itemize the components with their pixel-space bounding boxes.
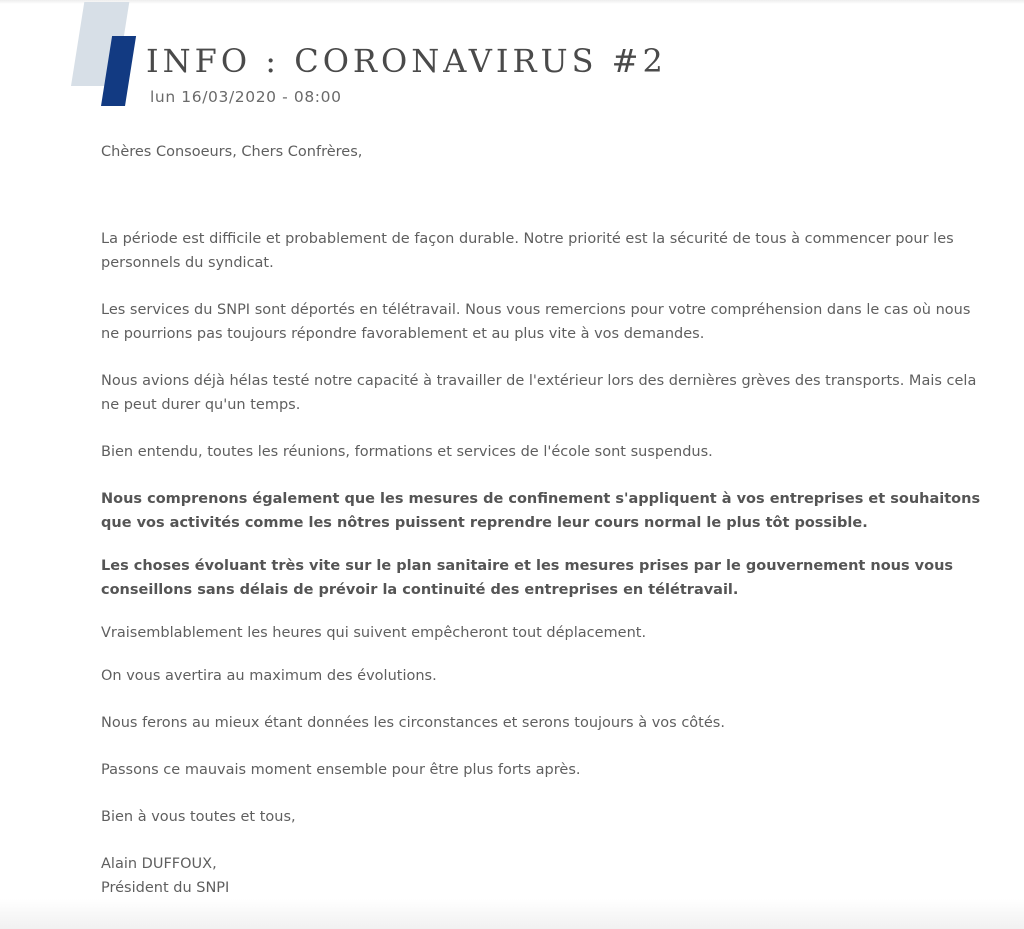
paragraph-teleworking: Les services du SNPI sont déportés en télétravail. Nous vous remercions pour votre compréhension dans le cas où nous ne pourrions pas toujours répondre favorablement et au plus vite à vos demandes. (101, 302, 971, 342)
top-shadow (0, 0, 1024, 4)
paragraph-priority: La période est difficile et probablement de façon durable. Notre priorité est la sécurité de tous à commencer pour les personnels du syndicat. (101, 231, 954, 271)
article-date: lun 16/03/2020 - 08:00 (150, 88, 342, 106)
signature-name: Alain DUFFOUX, (101, 856, 217, 872)
paragraph-support: Nous ferons au mieux étant données les circonstances et serons toujours à vos côtés. (101, 715, 725, 731)
article-body (101, 140, 981, 900)
closing: Bien à vous toutes et tous, (101, 809, 296, 825)
paragraph-confinement: Nous comprenons également que les mesures de confinement s'appliquent à vos entreprises et souhaitons que vos activités comme les nôtres puissent reprendre leur cours normal le plus tôt possible. (101, 491, 981, 531)
paragraph-suspended: Bien entendu, toutes les réunions, formations et services de l'école sont suspendus. (101, 444, 713, 460)
paragraph-together: Passons ce mauvais moment ensemble pour être plus forts après. (101, 762, 581, 778)
paragraph-strikes: Nous avions déjà hélas testé notre capacité à travailler de l'extérieur lors des dernières grèves des transports. Mais cela ne peut durer qu'un temps. (101, 373, 977, 413)
paragraph-continuity: Les choses évoluant très vite sur le plan sanitaire et les mesures prises par le gouvernement nous vous conseillons sans délais de prévoir la continuité des entreprises en télétravail. (101, 558, 954, 598)
greeting: Chères Consoeurs, Chers Confrères, (101, 144, 363, 160)
paragraph-updates: On vous avertira au maximum des évolutions. (101, 668, 437, 684)
signature-role: Président du SNPI (101, 880, 230, 896)
paragraph-travel: Vraisemblablement les heures qui suivent empêcheront tout déplacement. (101, 625, 647, 641)
article-title: INFO : CORONAVIRUS #2 (146, 42, 667, 80)
bottom-shadow (0, 899, 1024, 929)
